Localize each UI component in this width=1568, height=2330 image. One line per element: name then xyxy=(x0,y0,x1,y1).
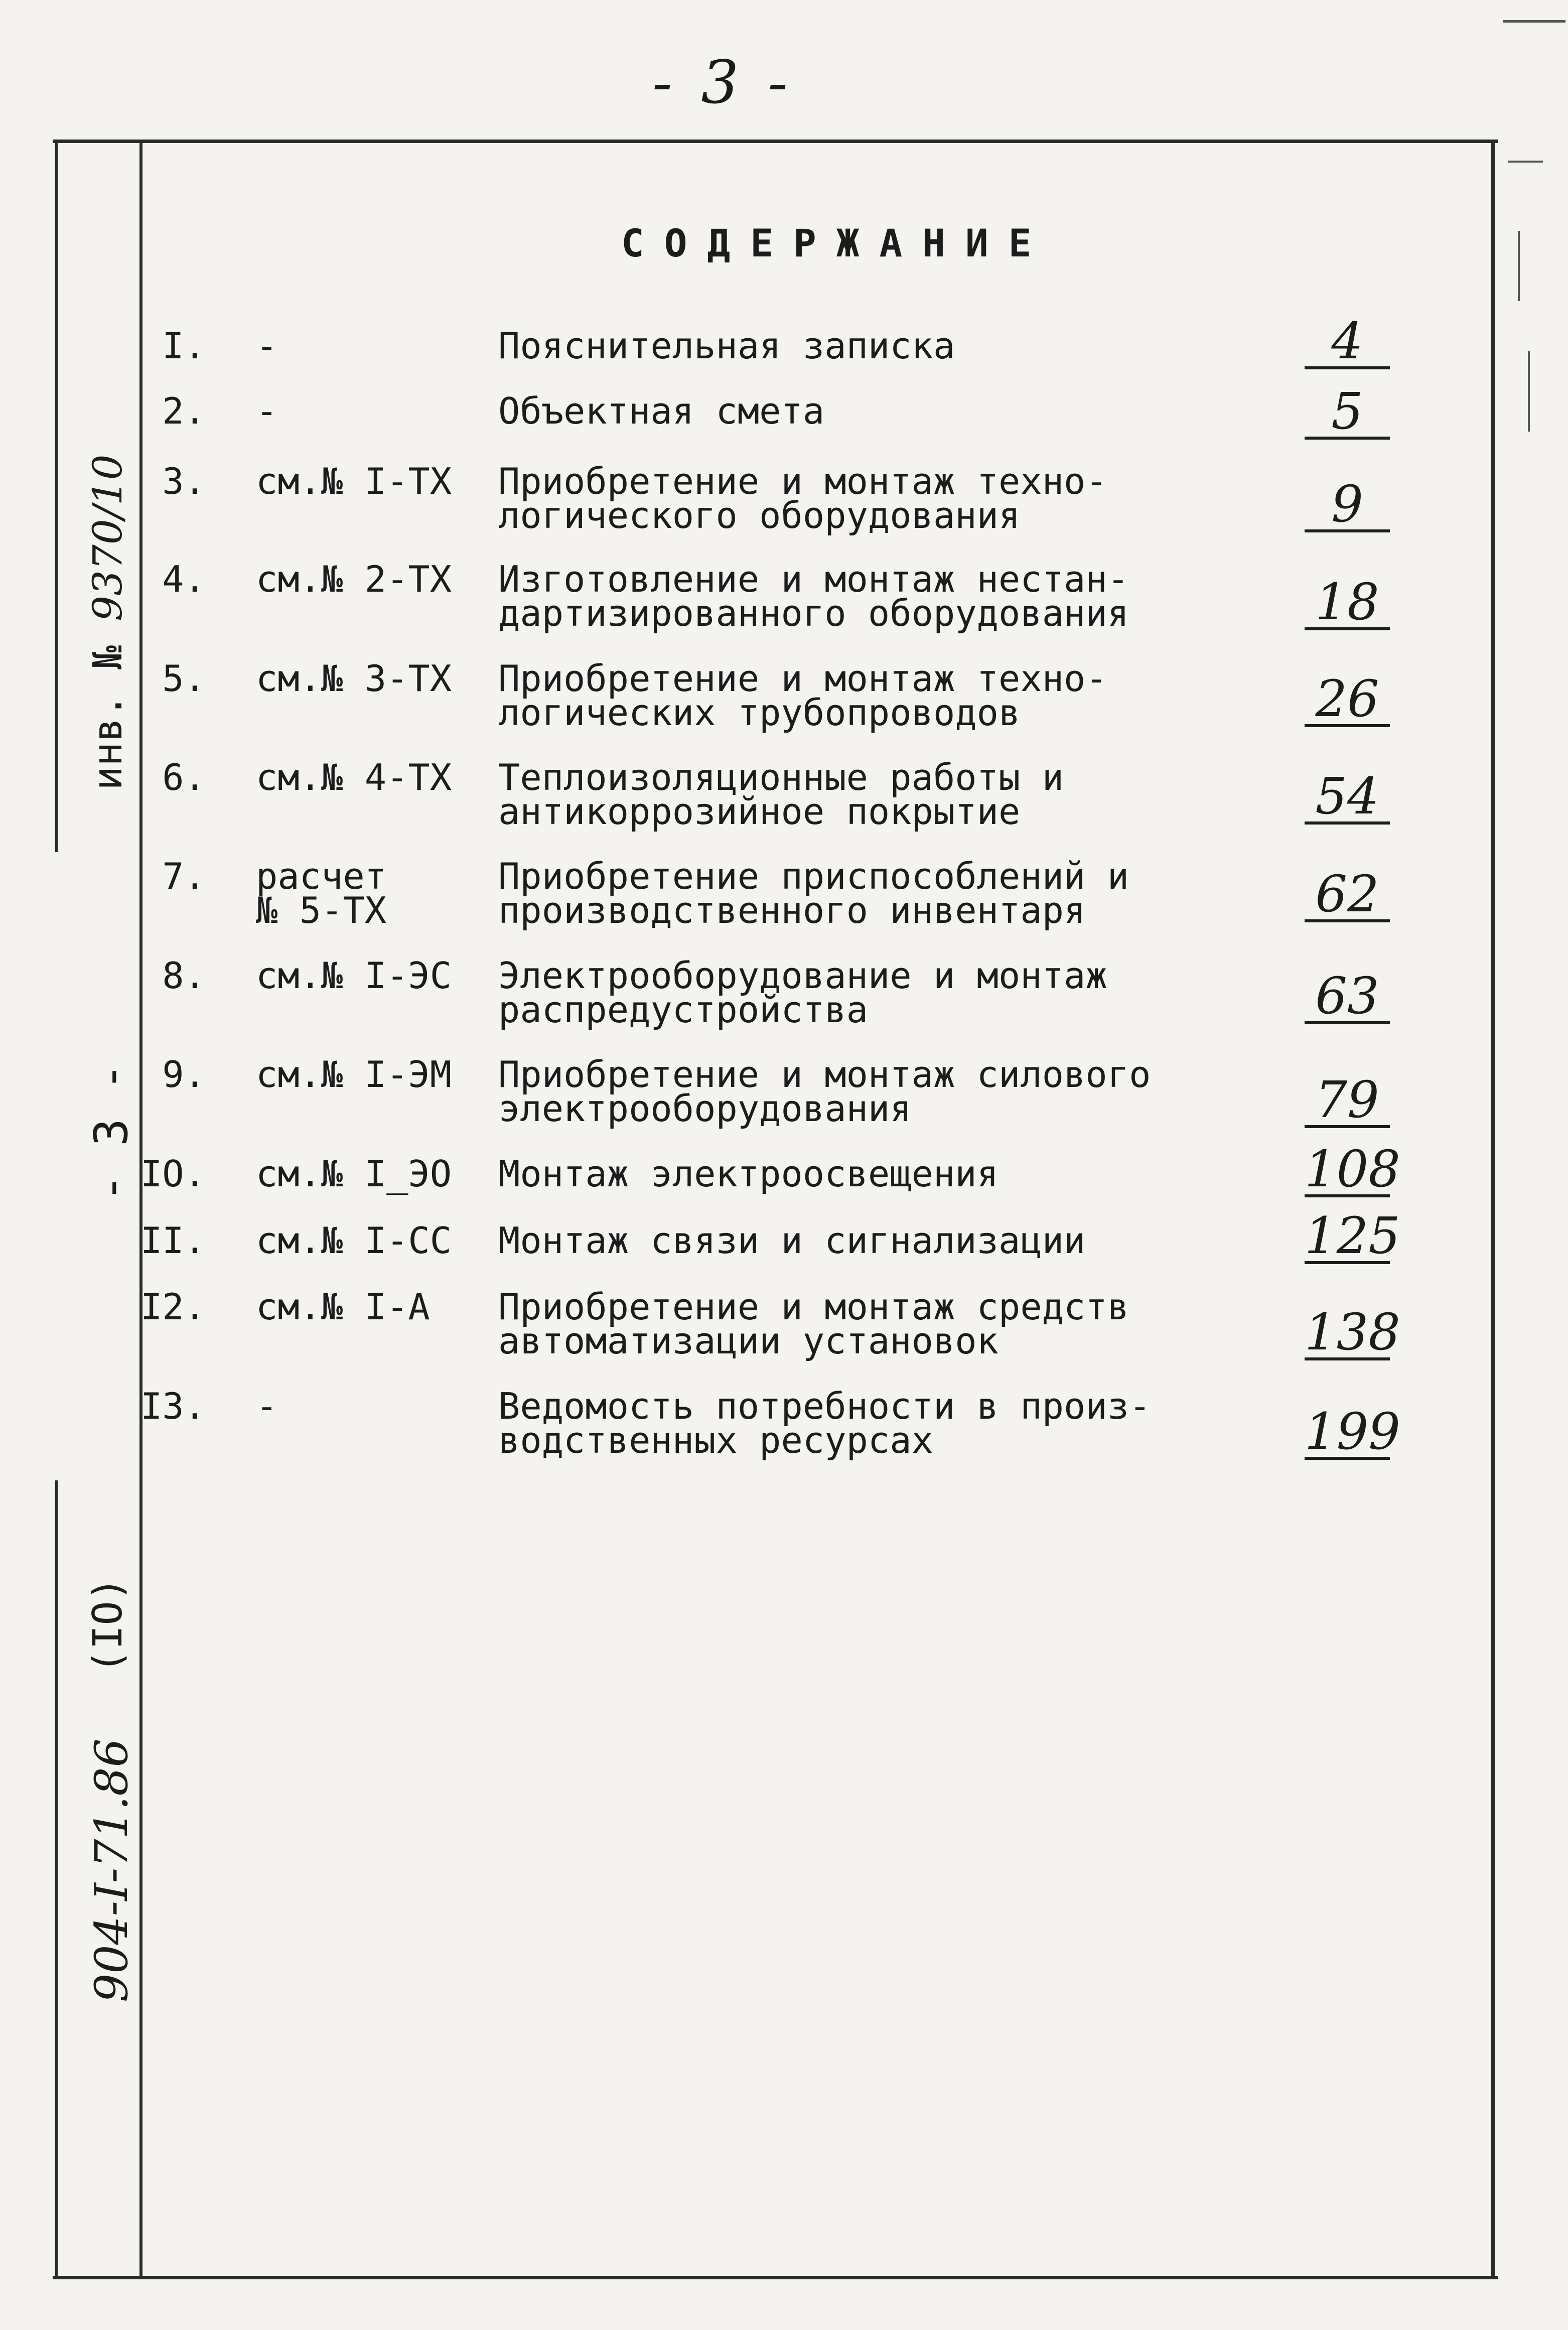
frame-bottom-line xyxy=(53,2276,1498,2279)
toc-page-number: 79 xyxy=(1305,1075,1390,1128)
toc-reference: - xyxy=(256,1385,278,1427)
toc-page-number: 18 xyxy=(1305,577,1390,630)
edge-mark xyxy=(1518,231,1520,301)
frame-left-outer-line-lower xyxy=(55,1480,58,2278)
toc-number: 6. xyxy=(162,756,206,798)
toc-page-number: 125 xyxy=(1305,1206,1400,1265)
side-page-mark: - 3 - xyxy=(84,1063,138,1202)
toc-reference: см.№ I-ЭМ xyxy=(256,1053,452,1095)
toc-reference: - xyxy=(256,390,278,432)
toc-number: 8. xyxy=(162,954,206,997)
toc-page-number: 138 xyxy=(1305,1303,1400,1361)
toc-page-number: 63 xyxy=(1305,971,1390,1024)
toc-number: I2. xyxy=(140,1286,206,1328)
toc-number: I. xyxy=(162,325,206,367)
toc-title: Приобретение и монтаж техно- логического оборудования xyxy=(498,460,1107,536)
toc-title: Электрооборудование и монтаж распредустройства xyxy=(498,954,1107,1031)
toc-number: 7. xyxy=(162,855,206,897)
toc-title: Приобретение приспособлений и производственного инвентаря xyxy=(498,855,1129,931)
side-doc-number: 904-I-71.86 xyxy=(85,1738,138,2002)
toc-page-number: 4 xyxy=(1305,316,1390,369)
toc-reference: см.№ I-CC xyxy=(256,1219,452,1262)
side-code-mark: (IO) xyxy=(84,1577,131,1674)
toc-number: 9. xyxy=(162,1053,206,1095)
toc-reference: - xyxy=(256,325,278,367)
toc-page-number: 108 xyxy=(1305,1140,1400,1198)
toc-page-number: 9 xyxy=(1305,479,1390,532)
toc-reference: расчет № 5-TX xyxy=(256,855,387,931)
toc-page-number: 199 xyxy=(1305,1402,1400,1461)
toc-number: 5. xyxy=(162,657,206,700)
toc-number: 4. xyxy=(162,558,206,600)
toc-title: Изготовление и монтаж нестан- дартизированного оборудования xyxy=(498,558,1129,634)
side-inventory-label xyxy=(84,455,131,791)
frame-top-line xyxy=(53,140,1498,143)
frame-left-inner-line xyxy=(139,140,142,2279)
toc-reference: см.№ I-A xyxy=(256,1286,430,1328)
toc-number: I3. xyxy=(140,1385,206,1427)
edge-mark xyxy=(1528,351,1530,432)
page-number: - 3 - xyxy=(652,48,793,117)
toc-title: Объектная смета xyxy=(498,390,825,432)
frame-right-line xyxy=(1491,140,1495,2279)
toc-reference: см.№ I-ЭС xyxy=(256,954,452,997)
toc-title: Приобретение и монтаж силового электрооборудования xyxy=(498,1053,1151,1130)
toc-page-number: 62 xyxy=(1305,869,1390,922)
edge-mark xyxy=(1503,20,1565,23)
toc-title: Ведомость потребности в произ- водственных ресурсах xyxy=(498,1385,1151,1461)
toc-reference: см.№ I-TX xyxy=(256,460,452,502)
toc-page-number: 5 xyxy=(1305,386,1390,440)
toc-title: Монтаж электроосвещения xyxy=(498,1153,999,1195)
toc-page-number: 26 xyxy=(1305,674,1390,727)
edge-mark xyxy=(1508,161,1543,163)
toc-title: Теплоизоляционные работы и антикоррозийное покрытие xyxy=(498,756,1064,833)
toc-reference: см.№ 3-TX xyxy=(256,657,452,700)
toc-number: 3. xyxy=(162,460,206,502)
toc-number: IO. xyxy=(140,1153,206,1195)
toc-number: II. xyxy=(140,1219,206,1262)
page-title: СОДЕРЖАНИЕ xyxy=(621,221,1052,265)
toc-number: 2. xyxy=(162,390,206,432)
toc-page-number: 54 xyxy=(1305,771,1390,825)
toc-title: Приобретение и монтаж техно- логических трубопроводов xyxy=(498,657,1107,734)
toc-reference: см.№ 2-TX xyxy=(256,558,452,600)
toc-title: Пояснительная записка xyxy=(498,325,955,367)
inventory-prefix: инв. № xyxy=(84,645,131,790)
toc-reference: см.№ I_ЭО xyxy=(256,1153,452,1195)
toc-title: Монтаж связи и сигнализации xyxy=(498,1219,1086,1262)
toc-title: Приобретение и монтаж средств автоматизации установок xyxy=(498,1286,1129,1362)
toc-reference: см.№ 4-TX xyxy=(256,756,452,798)
inventory-number: 9370/10 xyxy=(84,454,131,621)
